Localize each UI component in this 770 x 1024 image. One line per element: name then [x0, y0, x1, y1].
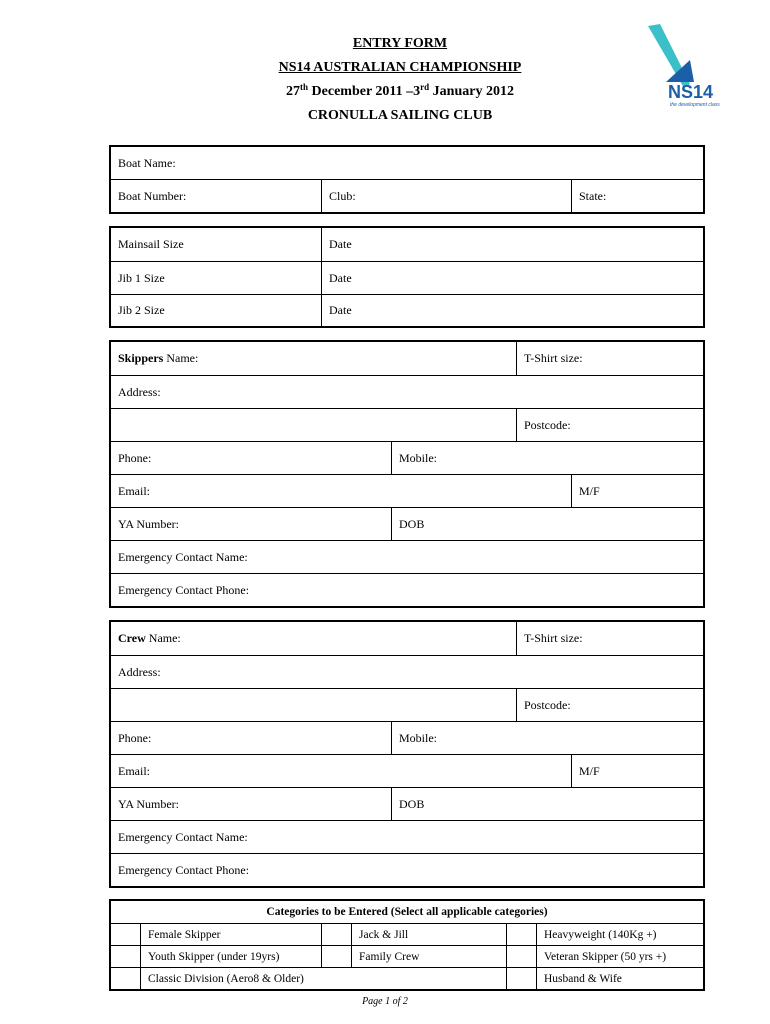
form-title: ENTRY FORM [352, 36, 448, 51]
skipper-dob-field[interactable]: DOB [391, 508, 703, 540]
jib2-size-field[interactable]: Jib 2 Size [118, 303, 165, 317]
skipper-name-field[interactable]: Skippers Name: [118, 351, 199, 365]
crew-address-row [111, 656, 703, 689]
crew-ya-number-field[interactable]: YA Number: [118, 796, 179, 811]
skipper-address-row [111, 376, 703, 409]
mainsail-size-field[interactable]: Mainsail Size [118, 237, 184, 251]
skipper-ya-row [111, 508, 703, 541]
category-label: Heavyweight (140Kg +) [544, 928, 657, 941]
crew-address-field[interactable]: Address: [118, 664, 161, 679]
crew-emergency-name-field[interactable]: Emergency Contact Name: [118, 829, 248, 844]
skipper-mobile-field[interactable]: Mobile: [391, 442, 703, 474]
club-field[interactable]: Club: [321, 180, 571, 212]
club-title: CRONULLA SAILING CLUB [307, 108, 493, 123]
jib1-row [111, 262, 703, 295]
sails-box [109, 226, 705, 328]
skipper-emergency-name-row [111, 541, 703, 574]
youth-skipper-checkbox[interactable] [111, 946, 141, 967]
crew-emergency-phone-row [111, 854, 703, 886]
skipper-ya-number-field[interactable]: YA Number: [118, 516, 179, 531]
mainsail-row [111, 228, 703, 262]
categories-row [111, 924, 703, 946]
category-label: Female Skipper [141, 924, 322, 945]
skipper-gender-field[interactable]: M/F [571, 475, 703, 507]
logo-text: NS14 [668, 82, 714, 102]
crew-emergency-phone-field[interactable]: Emergency Contact Phone: [118, 862, 250, 877]
crew-emergency-name-row [111, 821, 703, 854]
crew-tshirt-field[interactable]: T-Shirt size: [516, 622, 703, 655]
boat-number-row [111, 180, 703, 212]
skipper-phone-field[interactable]: Phone: [118, 450, 152, 465]
boat-details-box [109, 145, 705, 214]
classic-division-checkbox[interactable] [111, 968, 141, 989]
crew-dob-field[interactable]: DOB [391, 788, 703, 820]
skipper-address-field[interactable]: Address: [118, 384, 161, 399]
categories-row [111, 946, 703, 968]
skipper-emergency-phone-field[interactable]: Emergency Contact Phone: [118, 582, 250, 597]
crew-email-field[interactable]: Email: [118, 763, 150, 778]
jib1-size-field[interactable]: Jib 1 Size [118, 270, 165, 285]
crew-address-line2-field[interactable] [111, 689, 516, 721]
skipper-emergency-name-field[interactable]: Emergency Contact Name: [118, 549, 248, 564]
categories-row [111, 968, 703, 989]
logo-dot [651, 35, 654, 38]
jib2-date-field[interactable]: Date [321, 295, 703, 326]
skipper-phone-row [111, 442, 703, 475]
female-skipper-checkbox[interactable] [111, 924, 141, 945]
logo-tagline: the development class [670, 102, 720, 108]
category-label: Classic Division (Aero8 & Older) [141, 968, 507, 989]
category-label: Family Crew [352, 946, 507, 967]
categories-table [109, 899, 705, 991]
crew-phone-field[interactable]: Phone: [118, 730, 152, 745]
skipper-address-line2-field[interactable] [111, 409, 516, 441]
boat-number-field[interactable]: Boat Number: [118, 188, 187, 203]
heavyweight-checkbox[interactable] [507, 924, 537, 945]
category-label: Jack & Jill [352, 924, 507, 945]
crew-name-field[interactable]: Crew Name: [118, 631, 181, 645]
husband-wife-checkbox[interactable] [507, 968, 537, 989]
crew-mobile-field[interactable]: Mobile: [391, 722, 703, 754]
skipper-tshirt-field[interactable]: T-Shirt size: [516, 342, 703, 375]
form-header [110, 32, 690, 128]
categories-title: Categories to be Entered (Select all applicable categories) [111, 901, 703, 924]
skipper-name-row [111, 342, 703, 376]
crew-postcode-field[interactable]: Postcode: [516, 689, 703, 721]
category-label: Youth Skipper (under 19yrs) [141, 946, 322, 967]
state-field[interactable]: State: [571, 180, 703, 212]
jack-jill-checkbox[interactable] [322, 924, 352, 945]
ns14-logo [638, 22, 730, 108]
crew-name-row [111, 622, 703, 656]
crew-gender-field[interactable]: M/F [571, 755, 703, 787]
skipper-postcode-row [111, 409, 703, 442]
event-title: NS14 AUSTRALIAN CHAMPIONSHIP [278, 60, 522, 75]
skipper-postcode-field[interactable]: Postcode: [516, 409, 703, 441]
crew-box [109, 620, 705, 888]
boat-name-field[interactable]: Boat Name: [118, 155, 176, 170]
veteran-skipper-checkbox[interactable] [507, 946, 537, 967]
crew-phone-row [111, 722, 703, 755]
crew-postcode-row [111, 689, 703, 722]
crew-email-row [111, 755, 703, 788]
mainsail-date-field[interactable]: Date [321, 228, 703, 261]
page-number: Page 1 of 2 [362, 996, 408, 1007]
category-label: Veteran Skipper (50 yrs +) [544, 950, 667, 963]
skipper-email-field[interactable]: Email: [118, 483, 150, 498]
skipper-emergency-phone-row [111, 574, 703, 606]
skipper-email-row [111, 475, 703, 508]
jib2-row [111, 295, 703, 326]
event-dates: 27th December 2011 –3rd January 2012 [286, 82, 514, 99]
crew-ya-row [111, 788, 703, 821]
category-label: Husband & Wife [544, 972, 622, 985]
boat-name-row [111, 147, 703, 180]
family-crew-checkbox[interactable] [322, 946, 352, 967]
jib1-date-field[interactable]: Date [321, 262, 703, 294]
skipper-box [109, 340, 705, 608]
